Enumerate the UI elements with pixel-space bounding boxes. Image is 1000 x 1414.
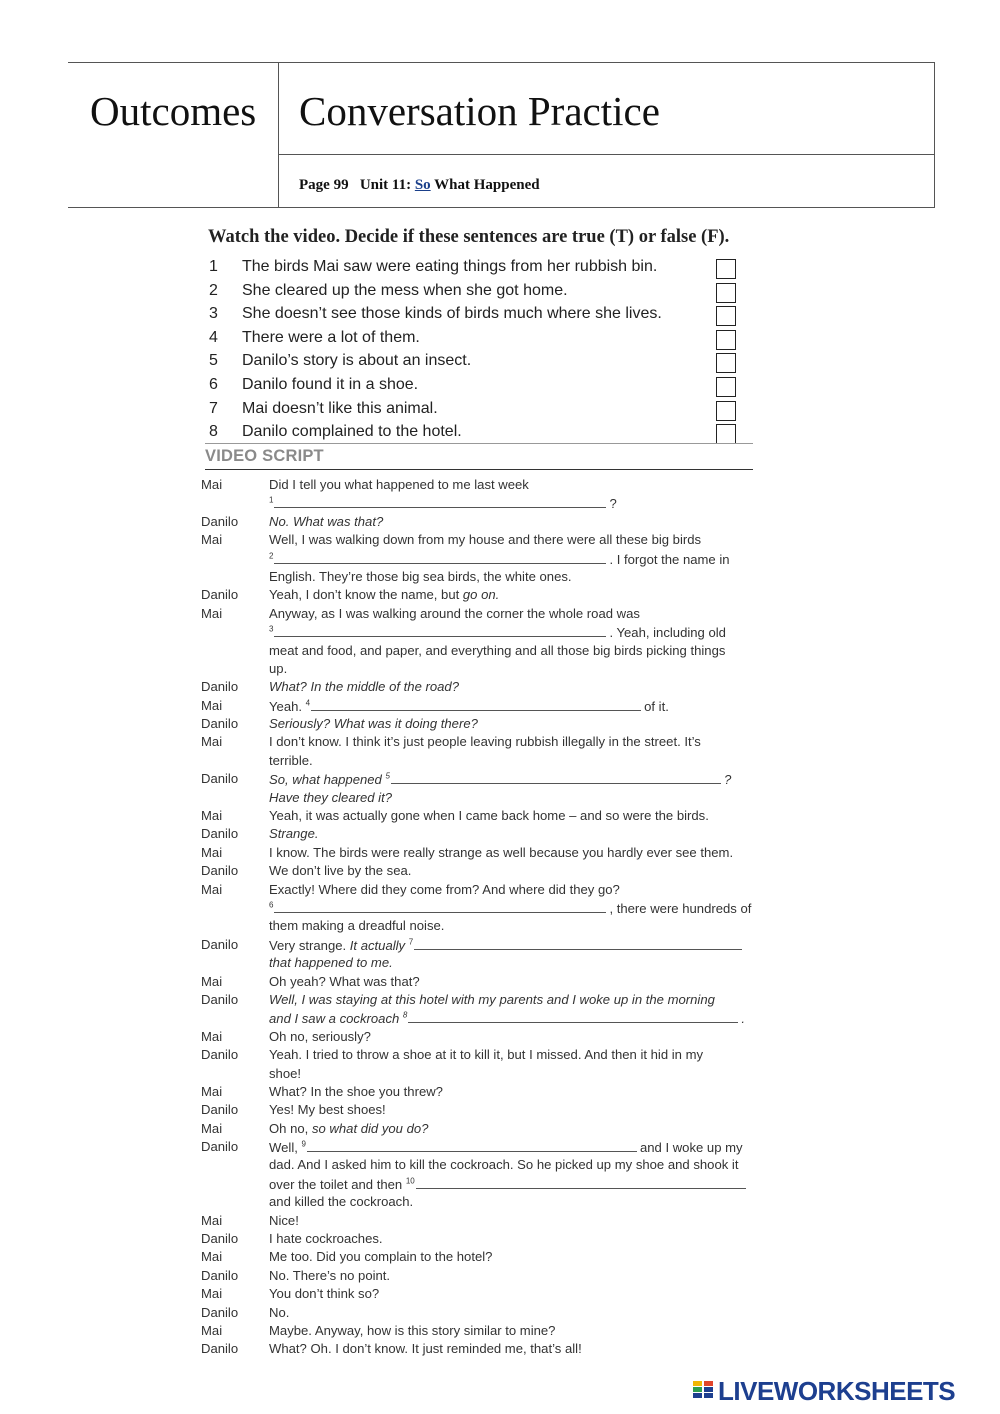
tf-item-number: 5	[209, 352, 218, 370]
dialogue-text	[269, 1065, 301, 1083]
dialogue-main: I hate cockroaches.	[269, 1231, 383, 1247]
speaker-name: Danilo	[201, 513, 239, 529]
dialogue-text	[269, 1340, 582, 1358]
subtitle-underlined-word: So	[414, 177, 431, 193]
dialogue-text	[269, 660, 287, 678]
script-line	[201, 1304, 761, 1322]
script-line	[201, 899, 761, 917]
speaker-name: Mai	[201, 973, 223, 989]
dialogue-text	[269, 1046, 703, 1064]
true-false-list	[208, 256, 753, 445]
dialogue-main: Exactly! Where did they come from? And where did they go?	[269, 881, 620, 897]
script-line	[201, 586, 761, 604]
speaker-name: Danilo	[201, 863, 239, 879]
tf-item-text: She doesn’t see those kinds of birds much where she lives.	[242, 305, 662, 323]
speaker-name: Mai	[201, 1286, 223, 1302]
tf-answer-box[interactable]	[716, 353, 736, 373]
tf-item	[208, 303, 753, 327]
dialogue-text	[269, 568, 572, 586]
gap-number: 7	[408, 937, 414, 947]
script-line	[201, 954, 761, 972]
dialogue-main: Have they cleared it?	[269, 789, 393, 805]
dialogue-text	[269, 807, 709, 825]
dialogue-text	[269, 1304, 289, 1322]
dialogue-tail: ?	[723, 772, 732, 788]
gap-number: 3	[269, 624, 274, 634]
speaker-name: Danilo	[201, 1267, 239, 1283]
speaker-name: Danilo	[201, 1102, 239, 1118]
script-line	[201, 660, 761, 678]
tf-item	[208, 421, 753, 445]
dialogue-text	[269, 973, 420, 991]
dialogue-main: Strange.	[269, 826, 319, 842]
dialogue-text	[269, 586, 499, 604]
dialogue-main: No. There’s no point.	[269, 1267, 391, 1283]
speaker-name: Mai	[201, 734, 223, 750]
tf-item-number: 1	[209, 258, 218, 275]
tf-item-number: 3	[209, 305, 218, 323]
dialogue-text	[269, 1285, 379, 1303]
dialogue-text	[269, 1083, 443, 1101]
brand-name: Outcomes	[90, 88, 257, 134]
dialogue-main: No. What was that?	[269, 513, 384, 529]
script-line	[201, 1083, 761, 1101]
dialogue-text	[269, 476, 529, 494]
dialogue-text	[269, 844, 733, 862]
header-subtitle-cell	[279, 155, 935, 207]
gap-fill-input[interactable]	[274, 623, 606, 637]
speaker-name: Mai	[201, 605, 223, 621]
speaker-name: Mai	[201, 1212, 223, 1228]
dialogue-italic: It actually	[349, 937, 406, 953]
dialogue-main: Yes! My best shoes!	[269, 1102, 386, 1118]
dialogue-text	[269, 678, 459, 696]
dialogue-main: that happened to me.	[269, 955, 393, 971]
dialogue-main: meat and food, and paper, and everything and all those big birds picking things	[269, 642, 726, 658]
script-line	[201, 1340, 761, 1358]
speaker-name: Mai	[201, 532, 223, 548]
speaker-name: Danilo	[201, 587, 239, 603]
liveworksheets-logo-text: LIVEWORKSHEETS	[718, 1376, 956, 1406]
script-line	[201, 1322, 761, 1340]
gap-fill-input[interactable]	[414, 936, 742, 950]
tf-answer-box[interactable]	[716, 306, 736, 326]
dialogue-tail: . Yeah, including old	[609, 625, 726, 641]
script-line	[201, 1156, 761, 1174]
script-line	[201, 1248, 761, 1266]
script-line	[201, 494, 761, 512]
dialogue-main: and I saw a cockroach	[269, 1011, 400, 1027]
script-line	[201, 825, 761, 843]
script-line	[201, 844, 761, 862]
tf-answer-box[interactable]	[716, 424, 736, 444]
dialogue-text	[269, 1322, 555, 1340]
dialogue-main: Yeah, I don’t know the name, but	[269, 587, 460, 603]
script-line	[201, 550, 761, 568]
dialogue-main: and killed the cockroach.	[269, 1194, 414, 1210]
speaker-name: Danilo	[201, 826, 239, 842]
dialogue-main: Very strange.	[269, 937, 347, 953]
dialogue-text	[269, 1267, 390, 1285]
divider-thick	[205, 469, 753, 470]
speaker-name: Mai	[201, 697, 223, 713]
speaker-name: Danilo	[201, 936, 239, 952]
worksheet-header	[68, 62, 935, 208]
script-line	[201, 991, 761, 1009]
dialogue-text	[269, 1156, 738, 1174]
dialogue-main: Did I tell you what happened to me last week	[269, 477, 529, 492]
tf-item	[208, 398, 753, 422]
tf-item-number: 8	[209, 423, 218, 441]
dialogue-text	[269, 697, 669, 716]
dialogue-italic: go on.	[462, 587, 500, 603]
dialogue-main: up.	[269, 660, 288, 676]
tf-answer-box[interactable]	[716, 283, 736, 303]
speaker-name: Danilo	[201, 1139, 239, 1155]
script-line	[201, 1046, 761, 1064]
tf-item-text: The birds Mai saw were eating things from her rubbish bin.	[242, 258, 658, 275]
dialogue-text	[269, 623, 726, 642]
gap-number: 8	[402, 1010, 408, 1020]
speaker-name: Mai	[201, 1120, 223, 1136]
tf-item	[208, 280, 753, 304]
speaker-name: Mai	[201, 808, 223, 824]
dialogue-text	[269, 825, 319, 843]
dialogue-text	[269, 1175, 749, 1194]
script-line	[201, 678, 761, 696]
dialogue-main: So, what happened	[269, 772, 382, 788]
script-line	[201, 973, 761, 991]
dialogue-text	[269, 1138, 743, 1157]
dialogue-main: Well, I was walking down from my house and there were all these big birds	[269, 532, 702, 548]
gap-number: 2	[269, 551, 274, 561]
script-line	[201, 1120, 761, 1138]
subtitle-page-unit: Page 99 Unit 11:	[299, 177, 415, 193]
dialogue-tail: of it.	[644, 698, 669, 714]
dialogue-text	[269, 605, 640, 623]
speaker-name: Mai	[201, 844, 223, 860]
dialogue-main: Yeah, it was actually gone when I came back home – and so were the birds.	[269, 808, 709, 824]
dialogue-text	[269, 494, 617, 513]
script-line	[201, 513, 761, 531]
tf-item-text: Danilo complained to the hotel.	[242, 423, 462, 441]
script-line	[201, 881, 761, 899]
script-line	[201, 1138, 761, 1156]
dialogue-text	[269, 991, 715, 1009]
gap-fill-input[interactable]	[274, 899, 606, 913]
script-line	[201, 697, 761, 715]
tf-item	[208, 350, 753, 374]
dialogue-text	[269, 1193, 413, 1211]
video-script-heading: VIDEO SCRIPT	[205, 447, 324, 465]
tf-item-number: 4	[209, 328, 218, 346]
tf-answer-box[interactable]	[716, 330, 736, 350]
speaker-name: Mai	[201, 1322, 223, 1338]
tf-item-text: Mai doesn’t like this animal.	[242, 399, 438, 417]
dialogue-main: shoe!	[269, 1065, 302, 1081]
video-script	[201, 476, 761, 1359]
dialogue-main: Yeah. I tried to throw a shoe at it to kill it, but I missed. And then it hid in my	[269, 1047, 704, 1063]
script-line	[201, 1175, 761, 1193]
gap-fill-input[interactable]	[391, 770, 721, 784]
dialogue-main: terrible.	[269, 752, 313, 768]
tf-item-text: Danilo’s story is about an insect.	[242, 352, 472, 370]
dialogue-text	[269, 513, 383, 531]
gap-fill-input[interactable]	[307, 1138, 637, 1152]
dialogue-text	[269, 752, 313, 770]
script-line	[201, 1285, 761, 1303]
tf-item-number: 6	[209, 375, 218, 393]
divider	[205, 443, 753, 444]
dialogue-text	[269, 1101, 386, 1119]
dialogue-text	[269, 770, 731, 789]
speaker-name: Danilo	[201, 1341, 239, 1357]
unit-subtitle	[299, 177, 540, 194]
page-title: Conversation Practice	[299, 88, 660, 134]
script-line	[201, 752, 761, 770]
dialogue-main: I know. The birds were really strange as well because you hardly ever see them.	[269, 844, 734, 860]
dialogue-main: over the toilet and then	[269, 1176, 403, 1192]
dialogue-main: Oh no,	[269, 1120, 309, 1136]
speaker-name: Danilo	[201, 1047, 239, 1063]
script-line	[201, 715, 761, 733]
speaker-name: Danilo	[201, 716, 239, 732]
header-title-cell	[279, 63, 935, 155]
script-line	[201, 476, 761, 494]
gap-fill-input[interactable]	[274, 550, 606, 564]
tf-answer-box[interactable]	[716, 377, 736, 397]
dialogue-tail: and I woke up my	[639, 1140, 743, 1156]
tf-answer-box[interactable]	[716, 259, 736, 279]
tf-item	[208, 256, 753, 280]
dialogue-main: Seriously? What was it doing there?	[269, 716, 478, 732]
speaker-name: Danilo	[201, 1231, 239, 1247]
dialogue-italic: so what did you do?	[311, 1120, 429, 1136]
script-line	[201, 807, 761, 825]
header-brand-cell	[68, 63, 279, 207]
tf-item-text: She cleared up the mess when she got home.	[242, 281, 568, 299]
speaker-name: Mai	[201, 1249, 223, 1265]
dialogue-main: Me too. Did you complain to the hotel?	[269, 1249, 493, 1265]
gap-fill-input[interactable]	[416, 1175, 746, 1189]
dialogue-main: Well,	[269, 1140, 298, 1156]
speaker-name: Danilo	[201, 771, 239, 787]
gap-fill-input[interactable]	[274, 494, 606, 508]
script-line	[201, 1065, 761, 1083]
dialogue-main: I don’t know. I think it’s just people leaving rubbish illegally in the street. It’s	[269, 734, 701, 750]
script-line	[201, 605, 761, 623]
dialogue-text	[269, 954, 393, 972]
dialogue-main: English. They’re those big sea birds, the white ones.	[269, 568, 572, 584]
gap-number: 10	[405, 1176, 415, 1186]
liveworksheets-logo-icon	[692, 1378, 714, 1400]
dialogue-text	[269, 531, 701, 549]
exercise-instruction: Watch the video. Decide if these sentences are true (T) or false (F).	[208, 227, 730, 247]
script-line	[201, 936, 761, 954]
script-line	[201, 1212, 761, 1230]
dialogue-main: We don’t live by the sea.	[269, 863, 412, 879]
speaker-name: Mai	[201, 477, 223, 492]
dialogue-text	[269, 1230, 383, 1248]
dialogue-main: Oh yeah? What was that?	[269, 973, 420, 989]
dialogue-main: Nice!	[269, 1212, 299, 1228]
speaker-name: Danilo	[201, 679, 239, 695]
dialogue-main: Yeah.	[269, 698, 303, 714]
script-line	[201, 1267, 761, 1285]
dialogue-text	[269, 1120, 428, 1138]
subtitle-rest: What Happened	[430, 177, 540, 193]
speaker-name: Danilo	[201, 991, 239, 1007]
speaker-name: Danilo	[201, 1304, 239, 1320]
tf-item-number: 7	[209, 399, 218, 417]
tf-item-text: There were a lot of them.	[242, 328, 420, 346]
tf-item	[208, 327, 753, 351]
gap-number: 9	[301, 1139, 306, 1149]
tf-item-text: Danilo found it in a shoe.	[242, 375, 419, 393]
dialogue-text	[269, 881, 620, 899]
script-line	[201, 862, 761, 880]
dialogue-text	[269, 1028, 371, 1046]
dialogue-text	[269, 1248, 492, 1266]
dialogue-text	[269, 1212, 299, 1230]
script-line	[201, 917, 761, 935]
dialogue-main: No.	[269, 1304, 290, 1320]
dialogue-tail: ?	[609, 496, 617, 512]
dialogue-tail: .	[741, 1011, 746, 1027]
dialogue-text	[269, 862, 411, 880]
script-line	[201, 642, 761, 660]
dialogue-text	[269, 642, 725, 660]
script-line	[201, 1028, 761, 1046]
dialogue-text	[269, 899, 751, 918]
dialogue-main: Maybe. Anyway, how is this story similar to mine?	[269, 1322, 556, 1338]
dialogue-main: Anyway, as I was walking around the corner the whole road was	[269, 605, 640, 621]
gap-number: 1	[269, 496, 274, 506]
dialogue-main: What? Oh. I don’t know. It just reminded me, that’s all!	[269, 1341, 582, 1357]
dialogue-main: dad. And I asked him to kill the cockroach. So he picked up my shoe and shook it	[269, 1157, 739, 1173]
script-line	[201, 1193, 761, 1211]
script-line	[201, 623, 761, 641]
dialogue-text	[269, 917, 444, 935]
dialogue-text	[269, 733, 701, 751]
speaker-name: Mai	[201, 1028, 223, 1044]
script-line	[201, 568, 761, 586]
tf-item-number: 2	[209, 281, 218, 299]
dialogue-main: What? In the middle of the road?	[269, 679, 459, 695]
script-line	[201, 1230, 761, 1248]
gap-fill-input[interactable]	[408, 1009, 738, 1023]
gap-number: 5	[385, 771, 390, 781]
gap-fill-input[interactable]	[311, 697, 641, 711]
dialogue-text	[269, 1009, 745, 1028]
gap-number: 6	[269, 900, 274, 910]
script-line	[201, 531, 761, 549]
dialogue-main: Oh no, seriously?	[269, 1028, 371, 1044]
gap-number: 4	[305, 698, 311, 708]
dialogue-tail: . I forgot the name in	[609, 551, 730, 567]
dialogue-text	[269, 936, 745, 955]
tf-answer-box[interactable]	[716, 401, 736, 421]
dialogue-text	[269, 715, 478, 733]
speaker-name: Mai	[201, 1083, 223, 1099]
dialogue-text	[269, 789, 392, 807]
script-line	[201, 789, 761, 807]
script-line	[201, 770, 761, 788]
dialogue-main: What? In the shoe you threw?	[269, 1083, 443, 1099]
script-line	[201, 1101, 761, 1119]
speaker-name: Mai	[201, 881, 223, 897]
dialogue-tail: , there were hundreds of	[609, 900, 752, 916]
script-line	[201, 733, 761, 751]
dialogue-main: You don’t think so?	[269, 1286, 380, 1302]
dialogue-text	[269, 550, 730, 569]
tf-item	[208, 374, 753, 398]
dialogue-main: them making a dreadful noise.	[269, 918, 445, 934]
script-line	[201, 1009, 761, 1027]
dialogue-main: Well, I was staying at this hotel with my parents and I woke up in the morning	[269, 991, 715, 1007]
